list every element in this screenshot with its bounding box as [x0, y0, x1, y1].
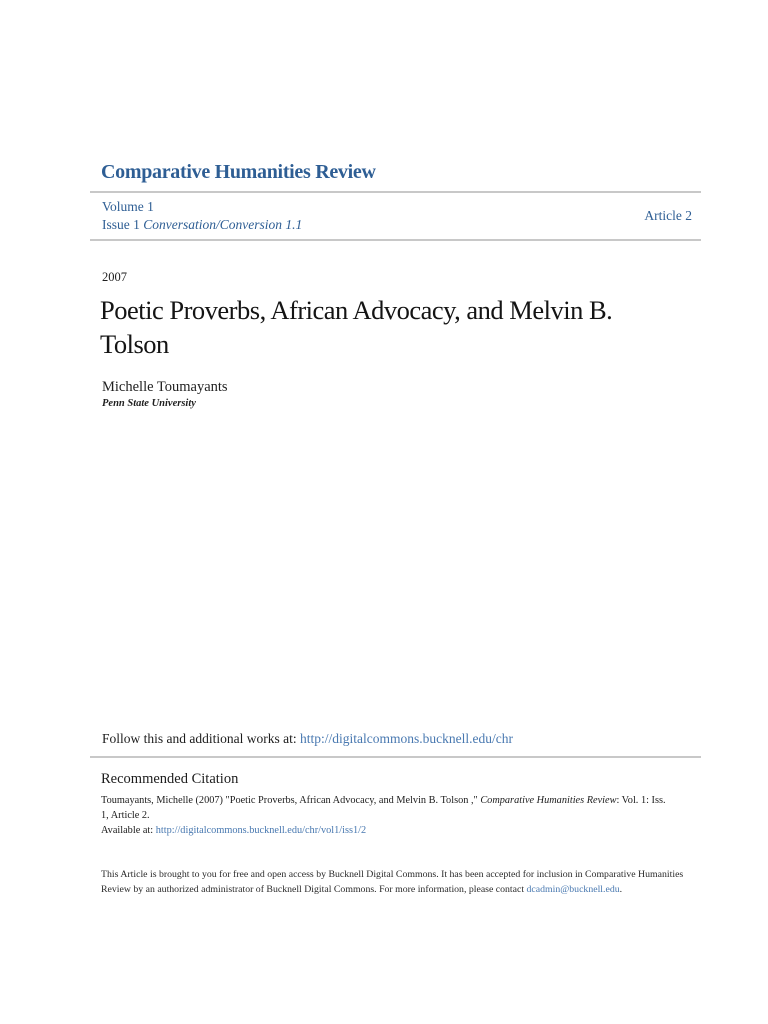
issue-label: Issue 1	[102, 217, 144, 232]
author-affiliation: Penn State University	[102, 398, 196, 409]
volume-label: Volume 1	[102, 199, 154, 214]
access-statement-line2: Review by an authorized administrator of Bucknell Digital Commons. For more information, please contact	[101, 884, 527, 896]
contact-email-link[interactable]: dcadmin@bucknell.edu	[526, 884, 620, 896]
follow-works-line	[102, 731, 513, 747]
issue-line	[102, 217, 302, 233]
access-statement	[101, 867, 701, 897]
citation-journal-name: Comparative Humanities Review	[480, 795, 617, 806]
author-name: Michelle Toumayants	[102, 379, 228, 395]
recommended-citation-text	[101, 794, 693, 838]
issue-title: Conversation/Conversion 1.1	[143, 217, 303, 232]
repository-link[interactable]: http://digitalcommons.bucknell.edu/chr	[300, 731, 513, 746]
citation-text-line2: 1, Article 2.	[101, 809, 150, 821]
article-number-label: Article 2	[644, 208, 692, 223]
access-statement-period: .	[619, 884, 623, 896]
available-at-label: Available at:	[101, 824, 156, 836]
follow-works-label: Follow this and additional works at:	[102, 731, 300, 746]
citation-text-post: : Vol. 1: Iss.	[616, 795, 666, 806]
recommended-citation-heading: Recommended Citation	[101, 771, 239, 787]
publication-year: 2007	[102, 270, 127, 284]
available-at-link[interactable]: http://digitalcommons.bucknell.edu/chr/vol1/iss1/2	[155, 824, 367, 836]
access-statement-line1: This Article is brought to you for free and open access by Bucknell Digital Commons. It has been accepted for inclusion in Comparative Humanities	[101, 869, 684, 880]
article-title-line2: Tolson	[100, 329, 169, 359]
journal-title: Comparative Humanities Review	[101, 161, 376, 183]
citation-section-rule	[90, 756, 701, 758]
masthead-top-rule	[90, 191, 701, 193]
masthead-bottom-rule	[90, 239, 701, 241]
citation-text-pre: Toumayants, Michelle (2007) "Poetic Proverbs, African Advocacy, and Melvin B. Tolson ,"	[101, 795, 481, 806]
article-title	[100, 293, 612, 361]
article-title-line1: Poetic Proverbs, African Advocacy, and Melvin B.	[100, 295, 613, 325]
